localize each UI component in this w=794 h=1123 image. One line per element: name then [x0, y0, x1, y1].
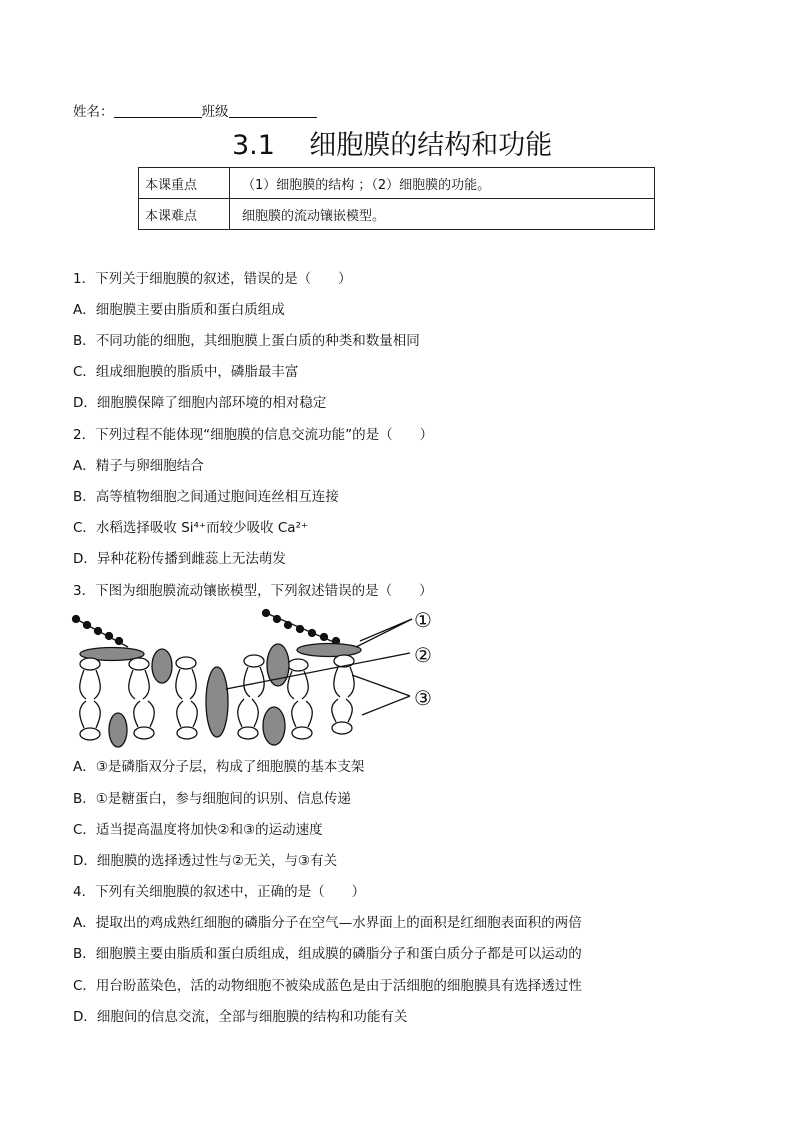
question-2-option-b[interactable]: B．高等植物细胞之间通过胞间连丝相互连接 — [73, 489, 339, 505]
table-row — [139, 199, 655, 230]
question-1-option-d[interactable]: D．细胞膜保障了细胞内部环境的相对稳定 — [73, 395, 327, 411]
question-3-option-b[interactable]: B．①是糖蛋白，参与细胞间的识别、信息传递 — [73, 791, 351, 807]
question-3-option-c[interactable]: C．适当提高温度将加快②和③的运动速度 — [73, 822, 323, 838]
question-2-option-c[interactable]: C．水稻选择吸收 Si⁴⁺而较少吸收 Ca²⁺ — [73, 520, 309, 536]
protein-bottom-left — [109, 713, 127, 747]
question-4-stem: 4．下列有关细胞膜的叙述中，正确的是（ ） — [73, 884, 366, 900]
question-3-option-a[interactable]: A．③是磷脂双分子层，构成了细胞膜的基本支架 — [73, 759, 365, 775]
question-1-option-b[interactable]: B．不同功能的细胞，其细胞膜上蛋白质的种类和数量相同 — [73, 333, 420, 349]
key-points-value: （1）细胞膜的结构 ；（2）细胞膜的功能。 — [230, 168, 655, 199]
difficult-points-label: 本课难点 — [139, 199, 230, 230]
page-title: 3.1 细胞膜的结构和功能 — [232, 130, 553, 161]
table-row — [139, 168, 655, 199]
question-1-stem: 1．下列关于细胞膜的叙述，错误的是（ ） — [73, 271, 352, 287]
leader-line-3 — [352, 675, 410, 696]
question-4-option-a[interactable]: A．提取出的鸡成熟红细胞的磷脂分子在空气—水界面上的面积是红细胞表面积的两倍 — [73, 915, 582, 931]
sugar-chain-left — [73, 616, 129, 648]
name-blank[interactable] — [114, 103, 202, 118]
figure-label-3: ③ — [414, 686, 432, 710]
question-1-option-a[interactable]: A．细胞膜主要由脂质和蛋白质组成 — [73, 302, 285, 318]
fluid-mosaic-model-figure — [70, 605, 450, 750]
lesson-info-table — [138, 167, 655, 230]
protein-spanning — [206, 667, 228, 737]
protein-bottom-right — [263, 707, 285, 745]
question-4-option-d[interactable]: D．细胞间的信息交流，全部与细胞膜的结构和功能有关 — [73, 1009, 408, 1025]
class-label: 班级 — [201, 104, 229, 120]
question-3-option-d[interactable]: D．细胞膜的选择透过性与②无关，与③有关 — [73, 853, 338, 869]
difficult-points-value: 细胞膜的流动镶嵌模型。 — [230, 199, 655, 230]
sugar-chain-right — [263, 610, 340, 645]
figure-label-2: ② — [414, 643, 432, 667]
key-points-label: 本课重点 — [139, 168, 230, 199]
question-4-option-c[interactable]: C．用台盼蓝染色，活的动物细胞不被染成蓝色是由于活细胞的细胞膜具有选择透过性 — [73, 978, 582, 994]
question-2-option-a[interactable]: A．精子与卵细胞结合 — [73, 458, 204, 474]
protein-top-left — [152, 649, 172, 683]
figure-label-1: ① — [414, 608, 432, 632]
question-4-option-b[interactable]: B．细胞膜主要由脂质和蛋白质组成，组成膜的磷脂分子和蛋白质分子都是可以运动的 — [73, 946, 582, 962]
name-label: 姓名： — [73, 104, 114, 120]
class-blank[interactable] — [229, 103, 317, 118]
student-info-line — [73, 103, 317, 121]
question-1-option-c[interactable]: C．组成细胞膜的脂质中，磷脂最丰富 — [73, 364, 299, 380]
glycoprotein-right — [297, 644, 361, 657]
question-3-stem: 3．下图为细胞膜流动镶嵌模型，下列叙述错误的是（ ） — [73, 583, 433, 599]
question-2-stem: 2．下列过程不能体现“细胞膜的信息交流功能”的是（ ） — [73, 427, 434, 443]
question-2-option-d[interactable]: D．异种花粉传播到雌蕊上无法萌发 — [73, 551, 286, 567]
